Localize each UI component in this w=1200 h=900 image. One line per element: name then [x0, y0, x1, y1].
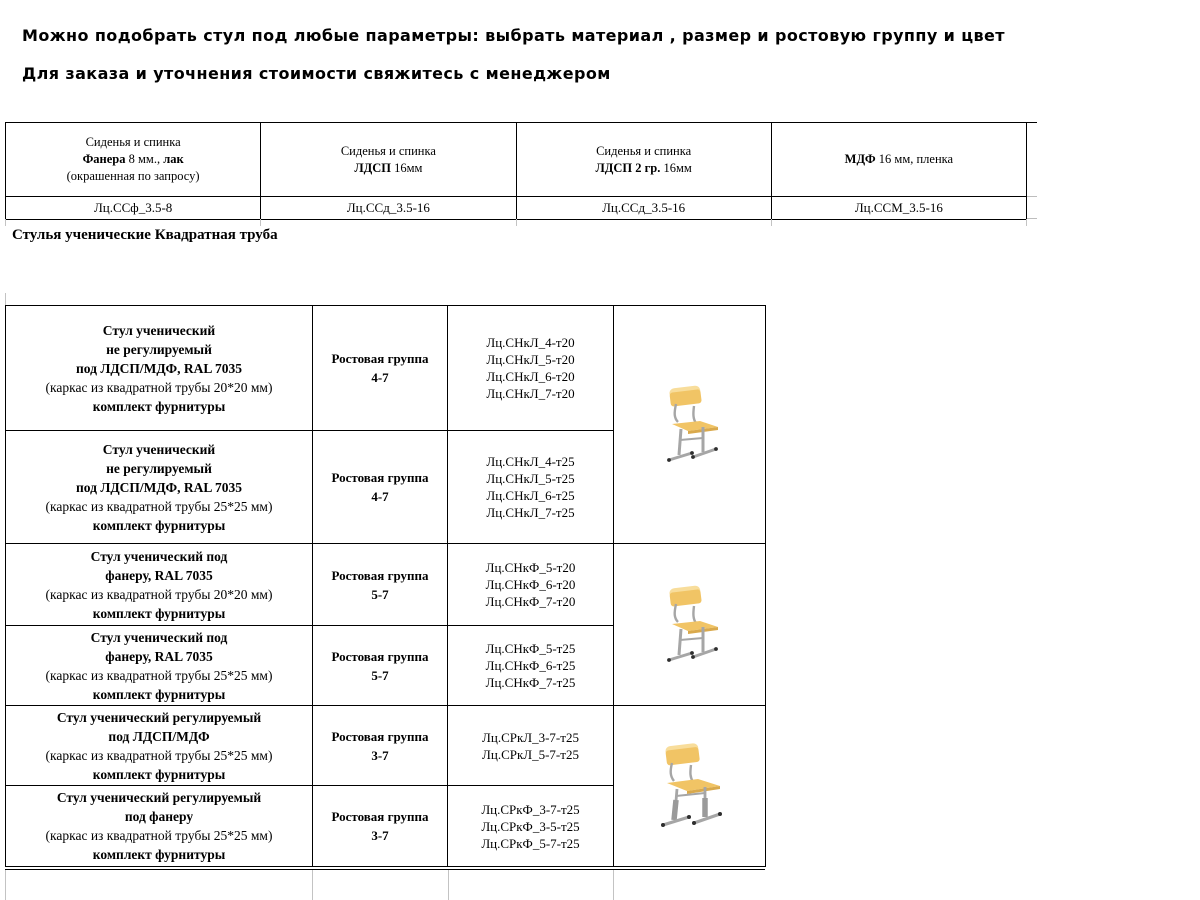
- material-header-plywood: [6, 123, 261, 197]
- materials-table: [5, 122, 1027, 220]
- grid-line-stub: [771, 219, 772, 226]
- growth-group-cell: Ростовая группа 5-7: [313, 626, 448, 706]
- material-header-line: Сиденья и спинка: [596, 143, 692, 158]
- material-code-cell: Лц.ССМ_3.5-16: [771, 197, 1026, 220]
- material-header-line: (окрашенная по запросу): [66, 169, 200, 183]
- chair-image-cell: [614, 544, 766, 706]
- product-name-cell: Стул ученический не регулируемый под ЛДСП/МДФ, RAL 7035 (каркас из квадратной трубы 25*25 мм) комплект фурнитуры: [6, 431, 313, 544]
- product-name-cell: Стул ученический под фанеру, RAL 7035 (каркас из квадратной трубы 25*25 мм) комплект фурнитуры: [6, 626, 313, 706]
- material-header-line: Сиденья и спинка: [85, 135, 181, 149]
- product-name-cell: Стул ученический регулируемый под ЛДСП/МДФ (каркас из квадратной трубы 25*25 мм) комплект фурнитуры: [6, 706, 313, 786]
- chair-image-cell: [614, 706, 766, 867]
- student-chair-image: [659, 381, 721, 469]
- grid-line-stub: [516, 219, 517, 226]
- adjustable-student-chair-image: [650, 737, 730, 835]
- section-heading: Стулья ученические Квадратная труба: [12, 227, 278, 243]
- product-codes-cell: Лц.СРкЛ_3-7-т25 Лц.СРкЛ_5-7-т25: [448, 706, 614, 786]
- chairs-table: [5, 305, 766, 867]
- material-code-cell: Лц.ССф_3.5-8: [6, 197, 261, 220]
- table-row: [6, 706, 766, 786]
- growth-group-cell: Ростовая группа 4-7: [313, 431, 448, 544]
- grid-line-stub: [1027, 122, 1037, 123]
- materials-header-row: [6, 123, 1027, 197]
- grid-line-stub: [1027, 196, 1037, 197]
- grid-line-stub: [613, 870, 614, 900]
- growth-group-cell: Ростовая группа 3-7: [313, 786, 448, 867]
- material-header-line: МДФ 16 мм, пленка: [844, 152, 954, 166]
- material-header-line: Фанера 8 мм., лак: [82, 152, 184, 166]
- intro-line-1: Можно подобрать стул под любые параметры: выбрать материал , размер и ростовую группу и цвет: [22, 26, 1005, 45]
- grid-line-stub: [1027, 218, 1037, 219]
- grid-line-stub: [1026, 219, 1027, 226]
- material-header-ldsp-2gr: [516, 123, 771, 197]
- grid-line-stub: [5, 870, 6, 900]
- intro-line-2: Для заказа и уточнения стоимости свяжитесь с менеджером: [22, 64, 611, 83]
- material-header-ldsp: [261, 123, 516, 197]
- product-codes-cell: Лц.СРкФ_3-7-т25 Лц.СРкФ_3-5-т25 Лц.СРкФ_5-7-т25: [448, 786, 614, 867]
- table-row: [6, 306, 766, 431]
- product-codes-cell: Лц.СНкФ_5-т20 Лц.СНкФ_6-т20 Лц.СНкФ_7-т20: [448, 544, 614, 626]
- product-name-cell: Стул ученический регулируемый под фанеру (каркас из квадратной трубы 25*25 мм) комплект фурнитуры: [6, 786, 313, 867]
- product-name-cell: Стул ученический под фанеру, RAL 7035 (каркас из квадратной трубы 20*20 мм) комплект фурнитуры: [6, 544, 313, 626]
- material-header-mdf: [771, 123, 1026, 197]
- grid-line-stub: [5, 219, 6, 226]
- material-code-cell: Лц.ССд_3.5-16: [516, 197, 771, 220]
- product-codes-cell: Лц.СНкЛ_4-т25 Лц.СНкЛ_5-т25 Лц.СНкЛ_6-т25 Лц.СНкЛ_7-т25: [448, 431, 614, 544]
- material-code-cell: Лц.ССд_3.5-16: [261, 197, 516, 220]
- grid-line-stub: [5, 293, 6, 305]
- student-chair-image: [659, 581, 721, 669]
- growth-group-cell: Ростовая группа 3-7: [313, 706, 448, 786]
- product-codes-cell: Лц.СНкФ_5-т25 Лц.СНкФ_6-т25 Лц.СНкФ_7-т25: [448, 626, 614, 706]
- grid-line-stub: [260, 219, 261, 226]
- growth-group-cell: Ростовая группа 5-7: [313, 544, 448, 626]
- material-header-line: Сиденья и спинка: [340, 143, 436, 158]
- product-name-cell: Стул ученический не регулируемый под ЛДСП/МДФ, RAL 7035 (каркас из квадратной трубы 20*20 мм) комплект фурнитуры: [6, 306, 313, 431]
- product-codes-cell: Лц.СНкЛ_4-т20 Лц.СНкЛ_5-т20 Лц.СНкЛ_6-т20 Лц.СНкЛ_7-т20: [448, 306, 614, 431]
- growth-group-cell: Ростовая группа 4-7: [313, 306, 448, 431]
- table-bottom-double-line: [5, 866, 765, 870]
- grid-line-stub: [448, 870, 449, 900]
- material-header-line: ЛДСП 16мм: [354, 160, 423, 175]
- materials-code-row: [6, 197, 1027, 220]
- grid-line-stub: [312, 870, 313, 900]
- chair-image-cell: [614, 306, 766, 544]
- material-header-line: ЛДСП 2 гр. 16мм: [595, 160, 692, 175]
- table-row: [6, 544, 766, 626]
